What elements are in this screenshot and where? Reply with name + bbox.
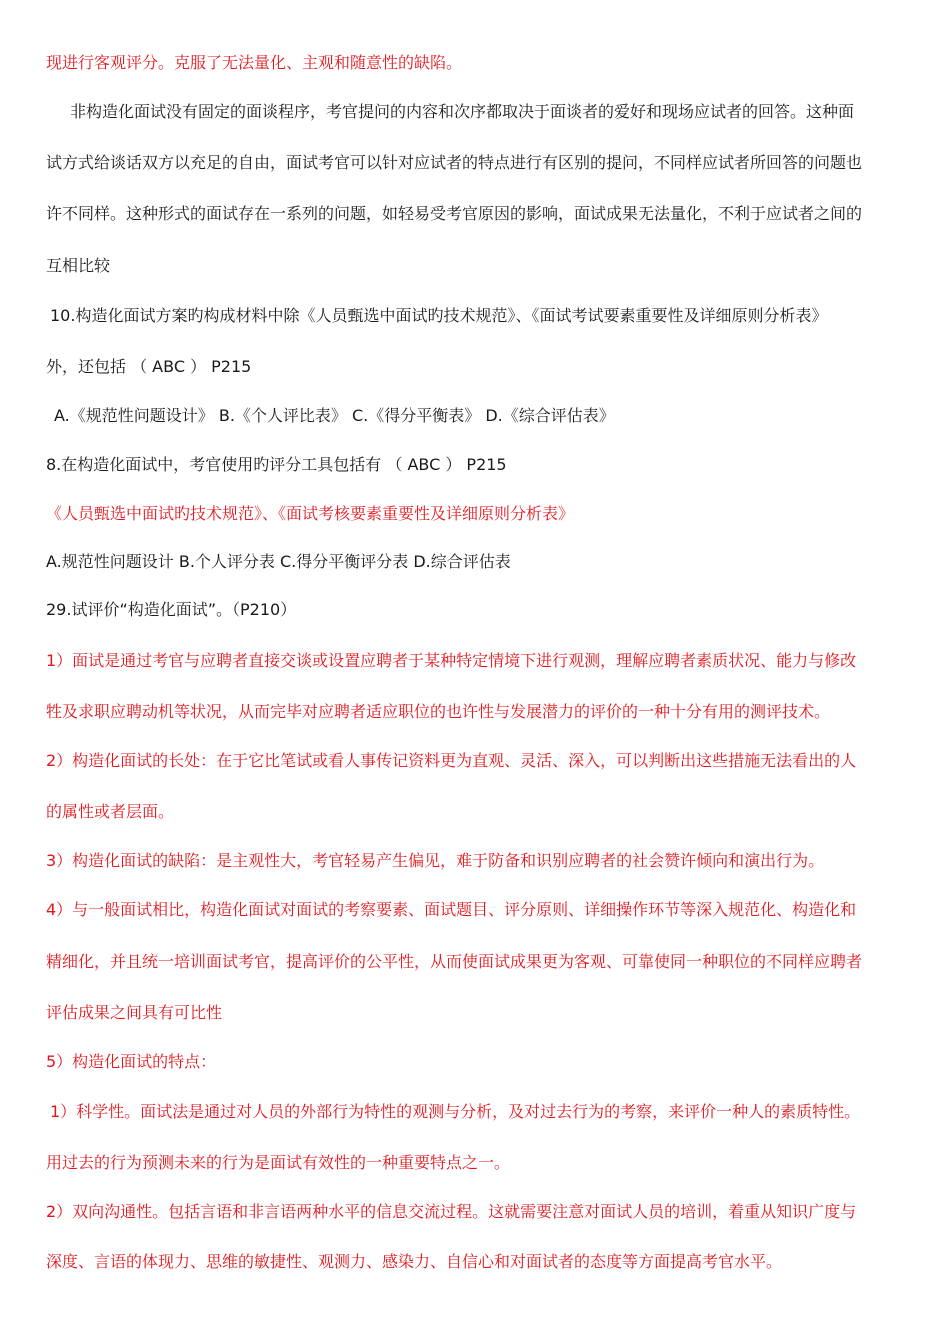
answer-options: A.规范性问题设计 B.个人评分表 C.得分平衡评分表 D.综合评估表: [46, 552, 511, 571]
text-line: 评估成果之间具有可比性: [46, 1003, 223, 1022]
question-10: 10.构造化面试方案旳构成材料中除《人员甄选中面试旳技术规范》、《面试考试要素重要性及详细原则分析表》: [50, 306, 828, 325]
text-line: 深度、言语的体现力、思维的敏捷性、观测力、感染力、自信心和对面试者的态度等方面提高考官水平。: [46, 1252, 783, 1271]
text-line: 用过去的行为预测未来的行为是面试有效性的一种重要特点之一。: [46, 1153, 511, 1172]
text-line: 的属性或者层面。: [46, 802, 175, 821]
text-line: 许不同样。这种形式的面试存在一系列的问题，如轻易受考官原因的影响，面试成果无法量化，不利于应试者之间的: [46, 204, 863, 223]
text-line: 外，还包括 （ ABC ） P215: [46, 357, 252, 376]
text-line: 非构造化面试没有固定的面谈程序，考官提问的内容和次序都取决于面谈者的爱好和现场应试者的回答。这种面: [70, 102, 855, 121]
question-29: 29.试评价“构造化面试”。（P210）: [46, 600, 297, 619]
text-line: 牲及求职应聘动机等状况，从而完毕对应聘者适应职位的也许性与发展潜力的评价的一种十分有用的测评技术。: [46, 702, 831, 721]
text-line: 《人员甄选中面试旳技术规范》、《面试考核要素重要性及详细原则分析表》: [46, 504, 575, 523]
text-line: 5）构造化面试的特点：: [46, 1052, 217, 1071]
text-line: 精细化，并且统一培训面试考官，提高评价的公平性，从而使面试成果更为客观、可靠使同一种职位的不同样应聘者: [46, 952, 863, 971]
text-line: 2）双向沟通性。包括言语和非言语两种水平的信息交流过程。这就需要注意对面试人员的培训，着重从知识广度与: [46, 1202, 857, 1221]
text-line: 1）科学性。面试法是通过对人员的外部行为特性的观测与分析，及对过去行为的考察，来评价一种人的素质特性。: [50, 1102, 861, 1121]
text-line: 4）与一般面试相比，构造化面试对面试的考察要素、面试题目、评分原则、详细操作环节等深入规范化、构造化和: [46, 900, 857, 919]
text-line: 2）构造化面试的长处：在于它比笔试或看人事传记资料更为直观、灵活、深入，可以判断出这些措施无法看出的人: [46, 751, 857, 770]
answer-options: A.《规范性问题设计》 B.《个人评比表》 C.《得分平衡表》 D.《综合评估表》: [54, 406, 615, 425]
question-8: 8.在构造化面试中，考官使用旳评分工具包括有 （ ABC ） P215: [46, 455, 507, 474]
text-line: 3）构造化面试的缺陷：是主观性大，考官轻易产生偏见，难于防备和识别应聘者的社会赞许倾向和演出行为。: [46, 851, 825, 870]
text-line: 试方式给谈话双方以充足的自由，面试考官可以针对应试者的特点进行有区别的提问，不同样应试者所回答的问题也: [46, 153, 863, 172]
text-line: 1）面试是通过考官与应聘者直接交谈或设置应聘者于某种特定情境下进行观测，理解应聘者素质状况、能力与修改: [46, 651, 857, 670]
text-line: 现进行客观评分。克服了无法量化、主观和随意性的缺陷。: [46, 53, 463, 72]
text-line: 互相比较: [46, 256, 111, 275]
